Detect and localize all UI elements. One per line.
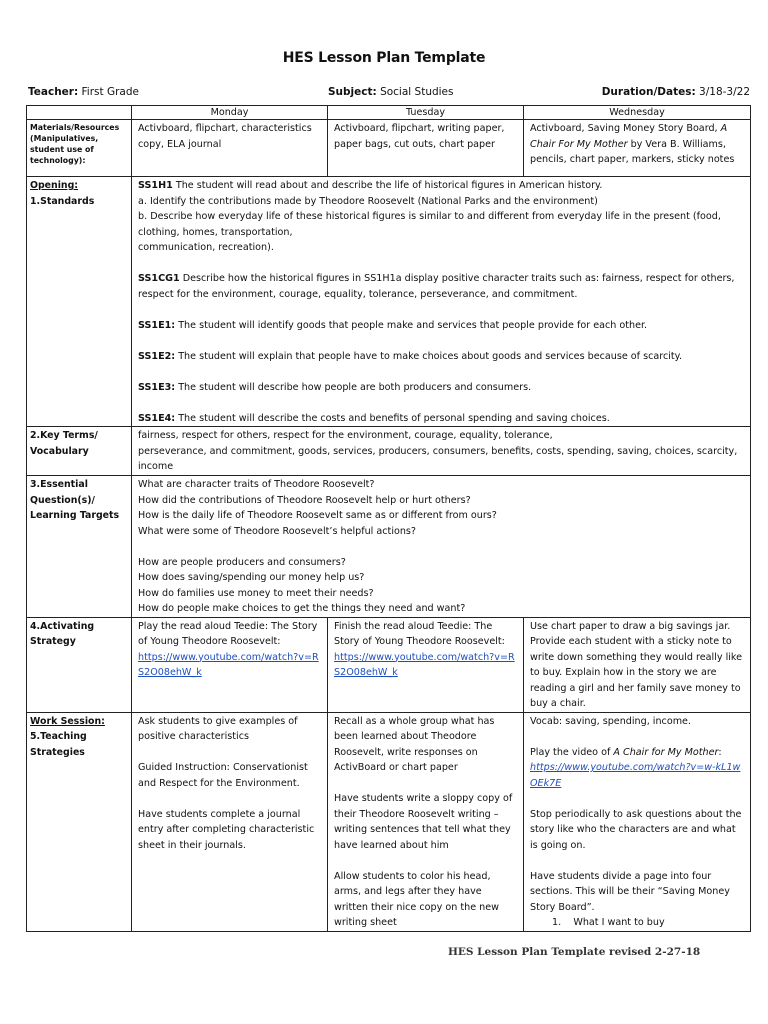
activating-monday-text: Play the read aloud Teedie: The Story of Young Theodore Roosevelt: [138, 620, 318, 647]
standard-ss1h1-b: b. Describe how everyday life of these historical figures is similar to and different from everyday life in the present (food, clothing, homes, transportation, [138, 211, 721, 238]
question-item: How do people make choices to get the things they need and want? [138, 603, 466, 614]
teaching-step: Allow students to color his head, arms, and legs after they have written their nice copy on the new writing sheet [334, 870, 499, 928]
teaching-step: Play the video of A Chair for My Mother: [530, 746, 722, 758]
materials-row [27, 120, 751, 177]
column-header-tuesday: Tuesday [328, 106, 524, 120]
standards-content [132, 177, 751, 427]
teaching-tuesday [328, 712, 524, 931]
video-link-wednesday[interactable]: https://www.youtube.com/watch?v=w-kL1wOEk7E [530, 762, 741, 789]
essential-questions-row [27, 476, 751, 618]
column-header-row [27, 106, 751, 120]
standard-ss1e4: SS1E4: The student will describe the costs and benefits of personal spending and saving choices. [138, 412, 610, 424]
question-item: How do families use money to meet their needs? [138, 587, 374, 599]
materials-tuesday: Activboard, flipchart, writing paper, paper bags, cut outs, chart paper [328, 120, 524, 177]
duration-label: Duration/Dates: [601, 86, 696, 98]
teacher-field [28, 86, 139, 98]
standard-ss1h1-b-cont: communication, recreation). [138, 242, 274, 253]
standards-label [27, 177, 132, 427]
teaching-wednesday [524, 712, 751, 931]
header-row [26, 86, 750, 102]
video-link-monday[interactable]: https://www.youtube.com/watch?v=RS2O08ehW_k [138, 651, 319, 678]
question-item: How is the daily life of Theodore Roosevelt same as or different from ours? [138, 510, 497, 521]
teacher-value: First Grade [81, 86, 139, 98]
question-item: What were some of Theodore Roosevelt’s helpful actions? [138, 525, 417, 537]
materials-label: Materials/Resources (Manipulatives, student use of technology): [27, 120, 132, 177]
materials-monday: Activboard, flipchart, characteristics copy, ELA journal [132, 120, 328, 177]
standard-ss1cg1: SS1CG1 Describe how the historical figures in SS1H1a display positive character traits such as: fairness, respect for others, respect for the environment, courage, equality, tolerance, perseverance, and commitment. [138, 273, 735, 300]
duration-field [602, 86, 750, 98]
vocab-line: fairness, respect for others, respect for the environment, courage, equality, tolerance, [138, 430, 553, 441]
opening-label: Opening: [30, 180, 79, 191]
activating-tuesday [328, 617, 524, 712]
materials-wednesday: Activboard, Saving Money Story Board, A Chair For My Mother by Vera B. Williams, pencils, chart paper, markers, sticky notes [524, 120, 751, 177]
teaching-step: Recall as a whole group what has been learned about Theodore Roosevelt, write responses on ActivBoard or chart paper [334, 715, 495, 773]
footer-revision: HES Lesson Plan Template revised 2-27-18 [448, 946, 701, 958]
subject-field [328, 86, 453, 98]
standard-ss1h1-a: a. Identify the contributions made by Theodore Roosevelt (National Parks and the environment) [138, 195, 598, 207]
teaching-step: Guided Instruction: Conservationist and Respect for the Environment. [138, 762, 308, 789]
video-link-tuesday[interactable]: https://www.youtube.com/watch?v=RS2O08ehW_k [334, 651, 515, 678]
activating-tuesday-text: Finish the read aloud Teedie: The Story of Young Theodore Roosevelt: [334, 620, 505, 647]
duration-value: 3/18-3/22 [699, 86, 750, 98]
vocab-line: income [138, 461, 174, 472]
standard-ss1e3: SS1E3: The student will describe how people are both producers and consumers. [138, 381, 532, 393]
document-title: HES Lesson Plan Template [282, 50, 486, 66]
teaching-strategies-row [27, 712, 751, 931]
column-header-wednesday: Wednesday [524, 106, 751, 120]
subject-label: Subject: [328, 86, 377, 98]
teaching-step: Ask students to give examples of positive characteristics [138, 715, 298, 742]
vocabulary-content [132, 427, 751, 476]
column-header-monday: Monday [132, 106, 328, 120]
vocabulary-row [27, 427, 751, 476]
book-title: A Chair for My Mother [613, 746, 719, 758]
teaching-step: Vocab: saving, spending, income. [530, 715, 691, 727]
teacher-label: Teacher: [28, 86, 79, 98]
standards-sublabel: 1.Standards [30, 195, 95, 207]
activating-wednesday: Use chart paper to draw a big savings jar. Provide each student with a sticky note to write down something they would really like to buy. Explain how in the story we are reading a girl and her family save money to buy a chair. [524, 617, 751, 712]
question-item: What are character traits of Theodore Roosevelt? [138, 479, 375, 490]
subject-value: Social Studies [380, 86, 454, 98]
teaching-strategies-label [27, 712, 132, 931]
teaching-step: Have students divide a page into four sections. This will be their “Saving Money Story Board”. [530, 870, 730, 913]
lesson-plan-table [26, 105, 751, 932]
essential-questions-label: 3.Essential Question(s)/ Learning Targets [27, 476, 132, 618]
teaching-monday [132, 712, 328, 931]
teaching-strategies-sublabel: 5.Teaching Strategies [30, 731, 87, 758]
teaching-step: Have students write a sloppy copy of their Theodore Roosevelt writing – writing sentences that tell what they have learned about him [334, 793, 513, 851]
standard-ss1e2: SS1E2: The student will explain that people have to make choices about goods and services because of scarcity. [138, 350, 683, 362]
standards-row [27, 177, 751, 427]
standard-ss1e1: SS1E1: The student will identify goods that people make and services that people provide for each other. [138, 319, 648, 331]
activating-strategy-row [27, 617, 751, 712]
question-item: How did the contributions of Theodore Roosevelt help or hurt others? [138, 494, 471, 506]
corner-cell [27, 106, 132, 120]
activating-monday [132, 617, 328, 712]
activating-strategy-label: 4.Activating Strategy [27, 617, 132, 712]
standard-ss1h1: SS1H1 The student will read about and describe the life of historical figures in American history. [138, 180, 603, 191]
vocab-line: perseverance, and commitment, goods, services, producers, consumers, benefits, costs, spending, saving, choices, scarcity, [138, 445, 738, 457]
question-item: How does saving/spending our money help us? [138, 572, 365, 583]
work-session-label: Work Session: [30, 715, 105, 727]
essential-questions-content [132, 476, 751, 618]
story-board-item: 1. What I want to buy [552, 917, 665, 928]
teaching-step: Have students complete a journal entry after completing characteristic sheet in their journals. [138, 808, 315, 851]
book-title: A Chair For My Mother [530, 123, 728, 150]
teaching-step: Stop periodically to ask questions about the story like who the characters are and what is going on. [530, 808, 742, 851]
question-item: How are people producers and consumers? [138, 556, 346, 568]
vocabulary-label: 2.Key Terms/ Vocabulary [27, 427, 132, 476]
